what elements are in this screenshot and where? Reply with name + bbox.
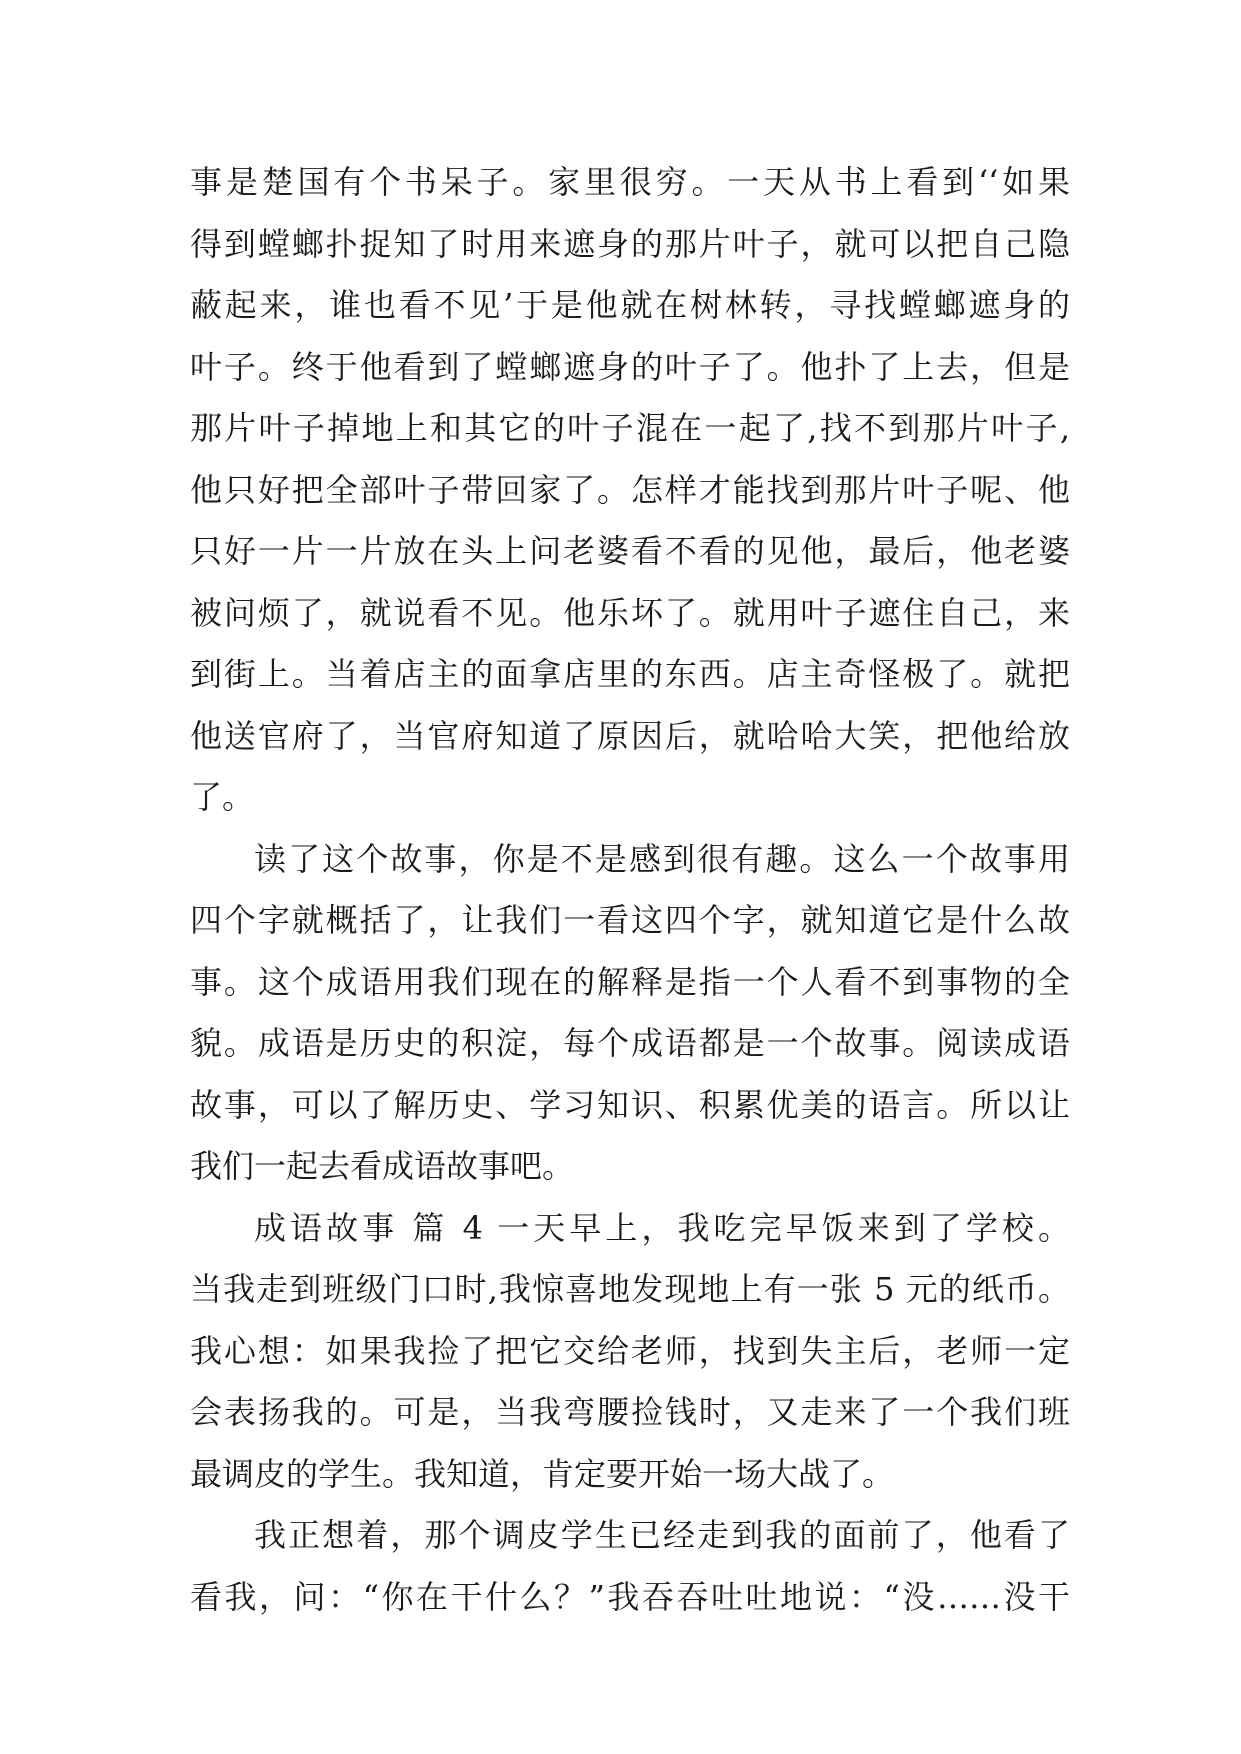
text-line: 我们一起去看成语故事吧。 [190,1147,575,1185]
text-line: 只好一片一片放在头上问老婆看不看的见他，最后，他老婆 [190,532,1070,570]
text-line: 那片叶子掉地上和其它的叶子混在一起了,找不到那片叶子, [190,409,1070,447]
text-line: 故事，可以了解历史、学习知识、积累优美的语言。所以让 [190,1085,1070,1124]
text-line: 被问烦了，就说看不见。他乐坏了。就用叶子遮住自己，来 [190,593,1070,632]
text-line: 了。 [190,778,255,816]
text-line: 会表扬我的。可是，当我弯腰捡钱时，又走来了一个我们班 [190,1393,1070,1431]
text-line: 他送官府了，当官府知道了原因后，就哈哈大笑，把他给放 [190,716,1070,755]
text-line: 他只好把全部叶子带回家了。怎样才能找到那片叶子呢、他 [190,470,1070,509]
text-line: 事是楚国有个书呆子。家里很穷。一天从书上看到‘‘如果 [190,163,1070,201]
text-line: 事。这个成语用我们现在的解释是指一个人看不到事物的全 [190,962,1070,1001]
text-line: 我心想：如果我捡了把它交给老师，找到失主后，老师一定 [190,1331,1070,1370]
body-text [190,152,1070,1628]
paragraph-first-line: 我正想着，那个调皮学生已经走到我的面前了，他看了 [254,1516,1070,1554]
text-line: 到街上。当着店主的面拿店里的东西。店主奇怪极了。就把 [190,655,1070,693]
text-line: 蔽起来，谁也看不见’于是他就在树林转，寻找螳螂遮身的 [190,286,1070,324]
paragraph-first-line: 读了这个故事，你是不是感到很有趣。这么一个故事用 [254,839,1070,878]
text-line: 叶子。终于他看到了螳螂遮身的叶子了。他扑了上去，但是 [190,347,1070,386]
text-line: 看我，问：“你在干什么？”我吞吞吐吐地说：“没……没干 [190,1577,1070,1616]
text-line: 最调皮的学生。我知道，肯定要开始一场大战了。 [190,1454,895,1493]
section-heading-line: 成语故事 篇 4 一天早上，我吃完早饭来到了学校。 [254,1208,1070,1247]
text-line: 当我走到班级门口时,我惊喜地发现地上有一张 5 元的纸币。 [190,1270,1070,1308]
text-line: 貌。成语是历史的积淀，每个成语都是一个故事。阅读成语 [190,1024,1070,1062]
text-line: 得到螳螂扑捉知了时用来遮身的那片叶子，就可以把自己隐 [190,224,1070,263]
text-line: 四个字就概括了，让我们一看这四个字，就知道它是什么故 [190,901,1070,939]
